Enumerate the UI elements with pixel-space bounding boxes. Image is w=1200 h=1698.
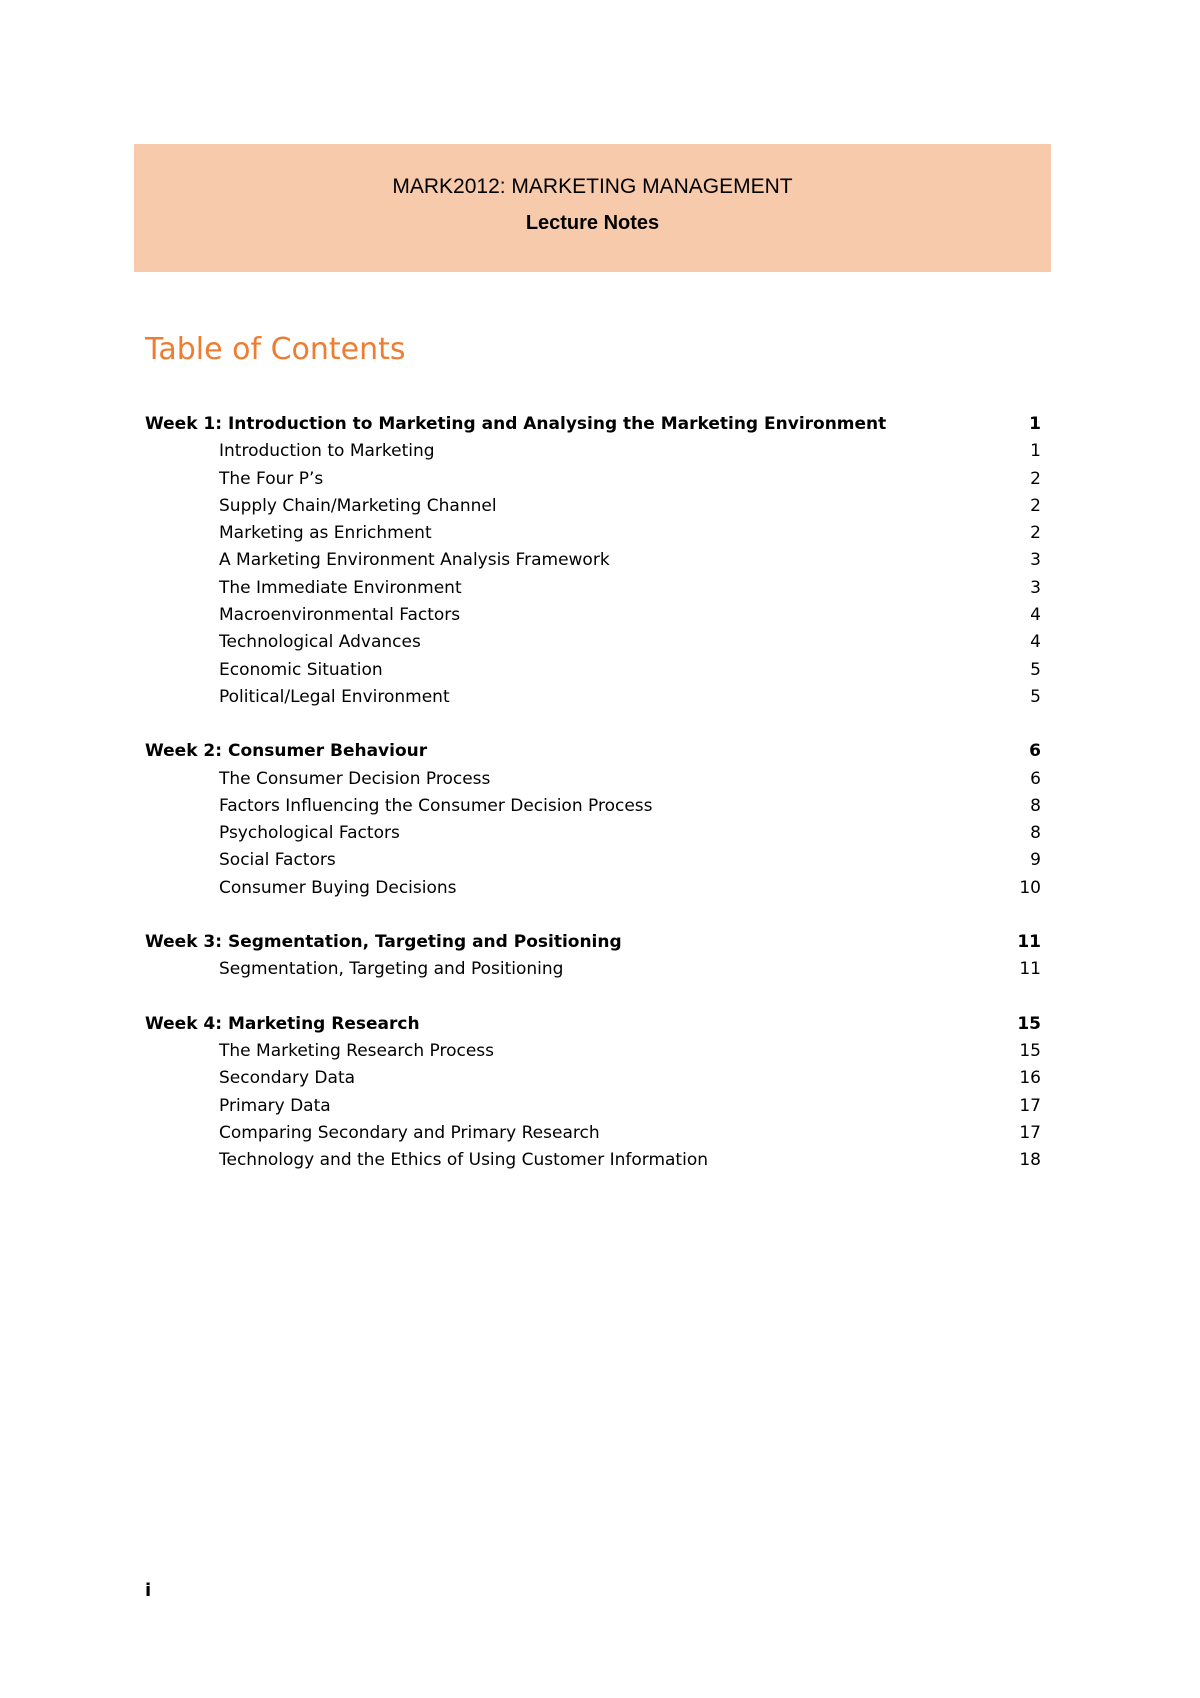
toc-section bbox=[145, 738, 1041, 902]
toc-page-number: 17 bbox=[1019, 1122, 1041, 1143]
toc-page-number: 5 bbox=[1030, 686, 1041, 707]
toc-entry-title: Technological Advances bbox=[219, 632, 421, 653]
toc-entry-title: Secondary Data bbox=[219, 1068, 356, 1089]
toc-week-entry[interactable] bbox=[145, 929, 1041, 956]
table-of-contents bbox=[145, 411, 1041, 1201]
toc-page-number: 11 bbox=[1017, 932, 1041, 953]
toc-entry-title: Social Factors bbox=[219, 850, 336, 871]
toc-entry-title: The Consumer Decision Process bbox=[219, 768, 491, 789]
document-subtitle: Lecture Notes bbox=[525, 212, 660, 234]
toc-page-number: 1 bbox=[1029, 414, 1041, 434]
toc-page-number: 2 bbox=[1030, 468, 1041, 489]
toc-entry[interactable] bbox=[145, 602, 1041, 629]
toc-page-number: 2 bbox=[1030, 495, 1041, 516]
toc-week-entry[interactable] bbox=[145, 738, 1041, 765]
toc-page-number: 6 bbox=[1029, 741, 1041, 762]
toc-heading: Table of Contents bbox=[145, 332, 406, 367]
toc-week-title: Week 2: Consumer Behaviour bbox=[145, 741, 428, 762]
toc-week-title: Week 1: Introduction to Marketing and Analysing the Marketing Environment bbox=[145, 414, 887, 434]
toc-entry-title: Factors Influencing the Consumer Decision Process bbox=[219, 795, 653, 816]
toc-entry[interactable] bbox=[145, 956, 1041, 983]
toc-entry-title: Comparing Secondary and Primary Research bbox=[219, 1122, 600, 1143]
toc-entry-title: Political/Legal Environment bbox=[219, 686, 450, 707]
toc-section bbox=[145, 929, 1041, 984]
toc-entry[interactable] bbox=[145, 629, 1041, 656]
toc-section bbox=[145, 1011, 1041, 1175]
toc-entry-title: The Immediate Environment bbox=[219, 577, 462, 598]
toc-week-entry[interactable] bbox=[145, 1011, 1041, 1038]
course-title: MARK2012: MARKETING MANAGEMENT bbox=[392, 175, 793, 198]
toc-entry[interactable] bbox=[145, 657, 1041, 684]
toc-page-number: 8 bbox=[1030, 823, 1041, 844]
toc-page-number: 15 bbox=[1017, 1013, 1041, 1034]
title-box bbox=[134, 144, 1051, 272]
toc-page-number: 11 bbox=[1019, 959, 1041, 980]
toc-entry[interactable] bbox=[145, 847, 1041, 874]
toc-page-number: 6 bbox=[1030, 768, 1041, 789]
toc-entry-title: The Four P’s bbox=[219, 468, 324, 489]
toc-entry-title: Technology and the Ethics of Using Customer Information bbox=[219, 1150, 708, 1171]
toc-entry-title: The Marketing Research Process bbox=[219, 1040, 495, 1061]
toc-entry[interactable] bbox=[145, 438, 1041, 465]
toc-entry[interactable] bbox=[145, 1065, 1041, 1092]
toc-entry[interactable] bbox=[145, 793, 1041, 820]
toc-page-number: 18 bbox=[1019, 1150, 1041, 1171]
toc-week-title: Week 4: Marketing Research bbox=[145, 1013, 420, 1034]
toc-entry[interactable] bbox=[145, 1038, 1041, 1065]
toc-entry[interactable] bbox=[145, 820, 1041, 847]
toc-page-number: 16 bbox=[1019, 1068, 1041, 1089]
toc-entry-title: Consumer Buying Decisions bbox=[219, 877, 457, 898]
toc-page-number: 3 bbox=[1030, 550, 1041, 571]
toc-entry-title: Psychological Factors bbox=[219, 823, 400, 844]
toc-entry[interactable] bbox=[145, 1120, 1041, 1147]
toc-page-number: 5 bbox=[1030, 659, 1041, 680]
toc-week-entry[interactable] bbox=[145, 411, 1041, 438]
toc-entry[interactable] bbox=[145, 766, 1041, 793]
toc-entry[interactable] bbox=[145, 547, 1041, 574]
toc-entry[interactable] bbox=[145, 575, 1041, 602]
toc-entry-title: Segmentation, Targeting and Positioning bbox=[219, 959, 564, 980]
toc-entry[interactable] bbox=[145, 1093, 1041, 1120]
toc-page-number: 17 bbox=[1019, 1095, 1041, 1116]
toc-entry-title: Macroenvironmental Factors bbox=[219, 605, 461, 626]
toc-entry-title: Introduction to Marketing bbox=[219, 441, 435, 462]
toc-entry[interactable] bbox=[145, 466, 1041, 493]
toc-page-number: 15 bbox=[1019, 1040, 1041, 1061]
toc-page-number: 10 bbox=[1019, 877, 1041, 898]
toc-page-number: 4 bbox=[1030, 632, 1041, 653]
toc-page-number: 2 bbox=[1030, 523, 1041, 544]
toc-section bbox=[145, 411, 1041, 711]
toc-page-number: 1 bbox=[1030, 441, 1041, 462]
toc-page-number: 3 bbox=[1030, 577, 1041, 598]
toc-entry-title: Economic Situation bbox=[219, 659, 383, 680]
toc-entry[interactable] bbox=[145, 875, 1041, 902]
toc-entry[interactable] bbox=[145, 1147, 1041, 1174]
toc-page-number: 9 bbox=[1030, 850, 1041, 871]
toc-entry-title: Supply Chain/Marketing Channel bbox=[219, 495, 497, 516]
toc-week-title: Week 3: Segmentation, Targeting and Positioning bbox=[145, 932, 622, 953]
toc-entry-title: Primary Data bbox=[219, 1095, 331, 1116]
toc-entry[interactable] bbox=[145, 684, 1041, 711]
page-number: i bbox=[145, 1580, 152, 1601]
toc-entry-title: Marketing as Enrichment bbox=[219, 523, 432, 544]
toc-entry-title: A Marketing Environment Analysis Framework bbox=[219, 550, 610, 571]
toc-page-number: 8 bbox=[1030, 795, 1041, 816]
toc-entry[interactable] bbox=[145, 520, 1041, 547]
toc-page-number: 4 bbox=[1030, 605, 1041, 626]
toc-entry[interactable] bbox=[145, 493, 1041, 520]
